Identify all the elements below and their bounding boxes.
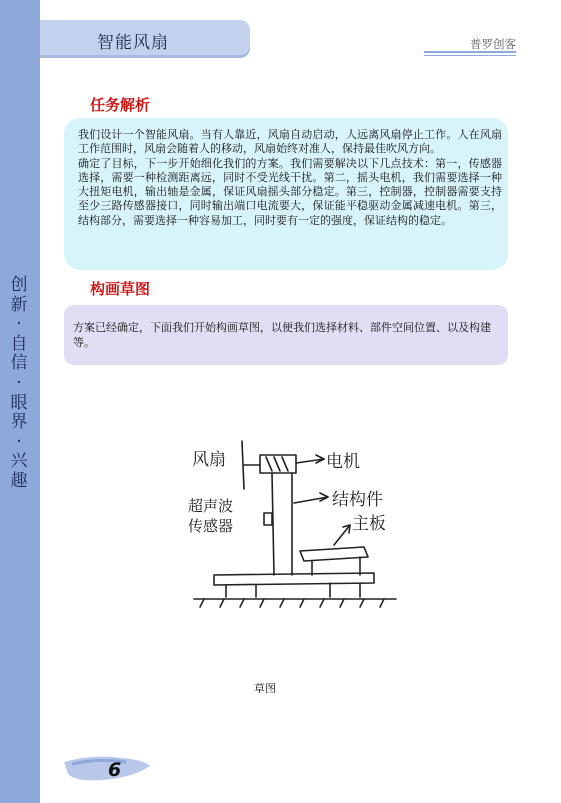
paragraph: 我们设计一个智能风扇。当有人靠近，风扇自动启动，人远离风扇停止工作。人在风扇工作范围时，风扇会随着人的移动，风扇始终对准人，保持最佳吹风方向。 bbox=[78, 128, 502, 156]
board-plate bbox=[300, 547, 368, 561]
label-sensor-line1: 超声波 bbox=[188, 497, 234, 515]
board-arrow bbox=[334, 525, 350, 545]
task-analysis-text bbox=[78, 128, 502, 228]
page-number-badge bbox=[62, 752, 152, 784]
base-plate bbox=[214, 573, 374, 585]
motto-char: 趣 bbox=[10, 470, 28, 491]
sidebar-motto bbox=[6, 276, 32, 492]
paragraph: 确定了目标，下一步开始细化我们的方案。我们需要解决以下几点技术：第一，传感器选择，需要一种检测距离远，同时不受光线干扰。第二，摇头电机，我们需要选择一种大扭矩电机，输出轴是金属，保证风扇摇头部分稳定。第三，控制器，控制器需要支持至少三路传感器接口，同时输出端口电流要大，保证能平稳驱动金属减速电机。第三，结构部分，需要选择一种容易加工，同时要有一定的强度，保证结构的稳定。 bbox=[78, 156, 502, 227]
brand-underline-thin bbox=[424, 55, 516, 56]
motto-char: 眼 bbox=[10, 392, 28, 413]
motto-char: 自 bbox=[10, 333, 28, 354]
label-sensor-line2: 传感器 bbox=[188, 517, 234, 535]
page-title: 智能风扇 bbox=[97, 33, 169, 53]
title-tab bbox=[40, 20, 250, 58]
section-heading-sketch: 构画草图 bbox=[90, 280, 151, 298]
sketch-drawing bbox=[164, 425, 422, 620]
label-fan: 风扇 bbox=[192, 450, 226, 470]
label-board: 主板 bbox=[352, 514, 386, 534]
section-heading-task-analysis: 任务解析 bbox=[90, 96, 151, 114]
task-analysis-box bbox=[64, 118, 508, 270]
motto-char: 信 bbox=[10, 353, 28, 374]
brand-underline bbox=[424, 51, 516, 53]
figure-caption: 草图 bbox=[254, 682, 276, 695]
label-structure: 结构件 bbox=[332, 490, 383, 510]
motor-block bbox=[260, 455, 296, 473]
motto-char: · bbox=[16, 431, 22, 452]
sensor-block bbox=[264, 513, 272, 525]
motto-char: 新 bbox=[10, 294, 28, 315]
label-motor: 电机 bbox=[326, 452, 360, 472]
sketch-intro-box bbox=[64, 305, 508, 365]
brand-name: 普罗创客 bbox=[470, 37, 516, 51]
page-number: 6 bbox=[108, 759, 122, 781]
motto-char: 界 bbox=[10, 412, 28, 433]
motto-char: · bbox=[16, 372, 22, 393]
motto-char: 兴 bbox=[10, 451, 28, 472]
motto-char: · bbox=[16, 314, 22, 335]
sketch-intro-text: 方案已经确定，下面我们开始构画草图，以便我们选择材料、部件空间位置、以及构建等。 bbox=[73, 321, 491, 349]
page-number-swoosh bbox=[62, 752, 152, 784]
motto-char: 创 bbox=[10, 275, 28, 295]
